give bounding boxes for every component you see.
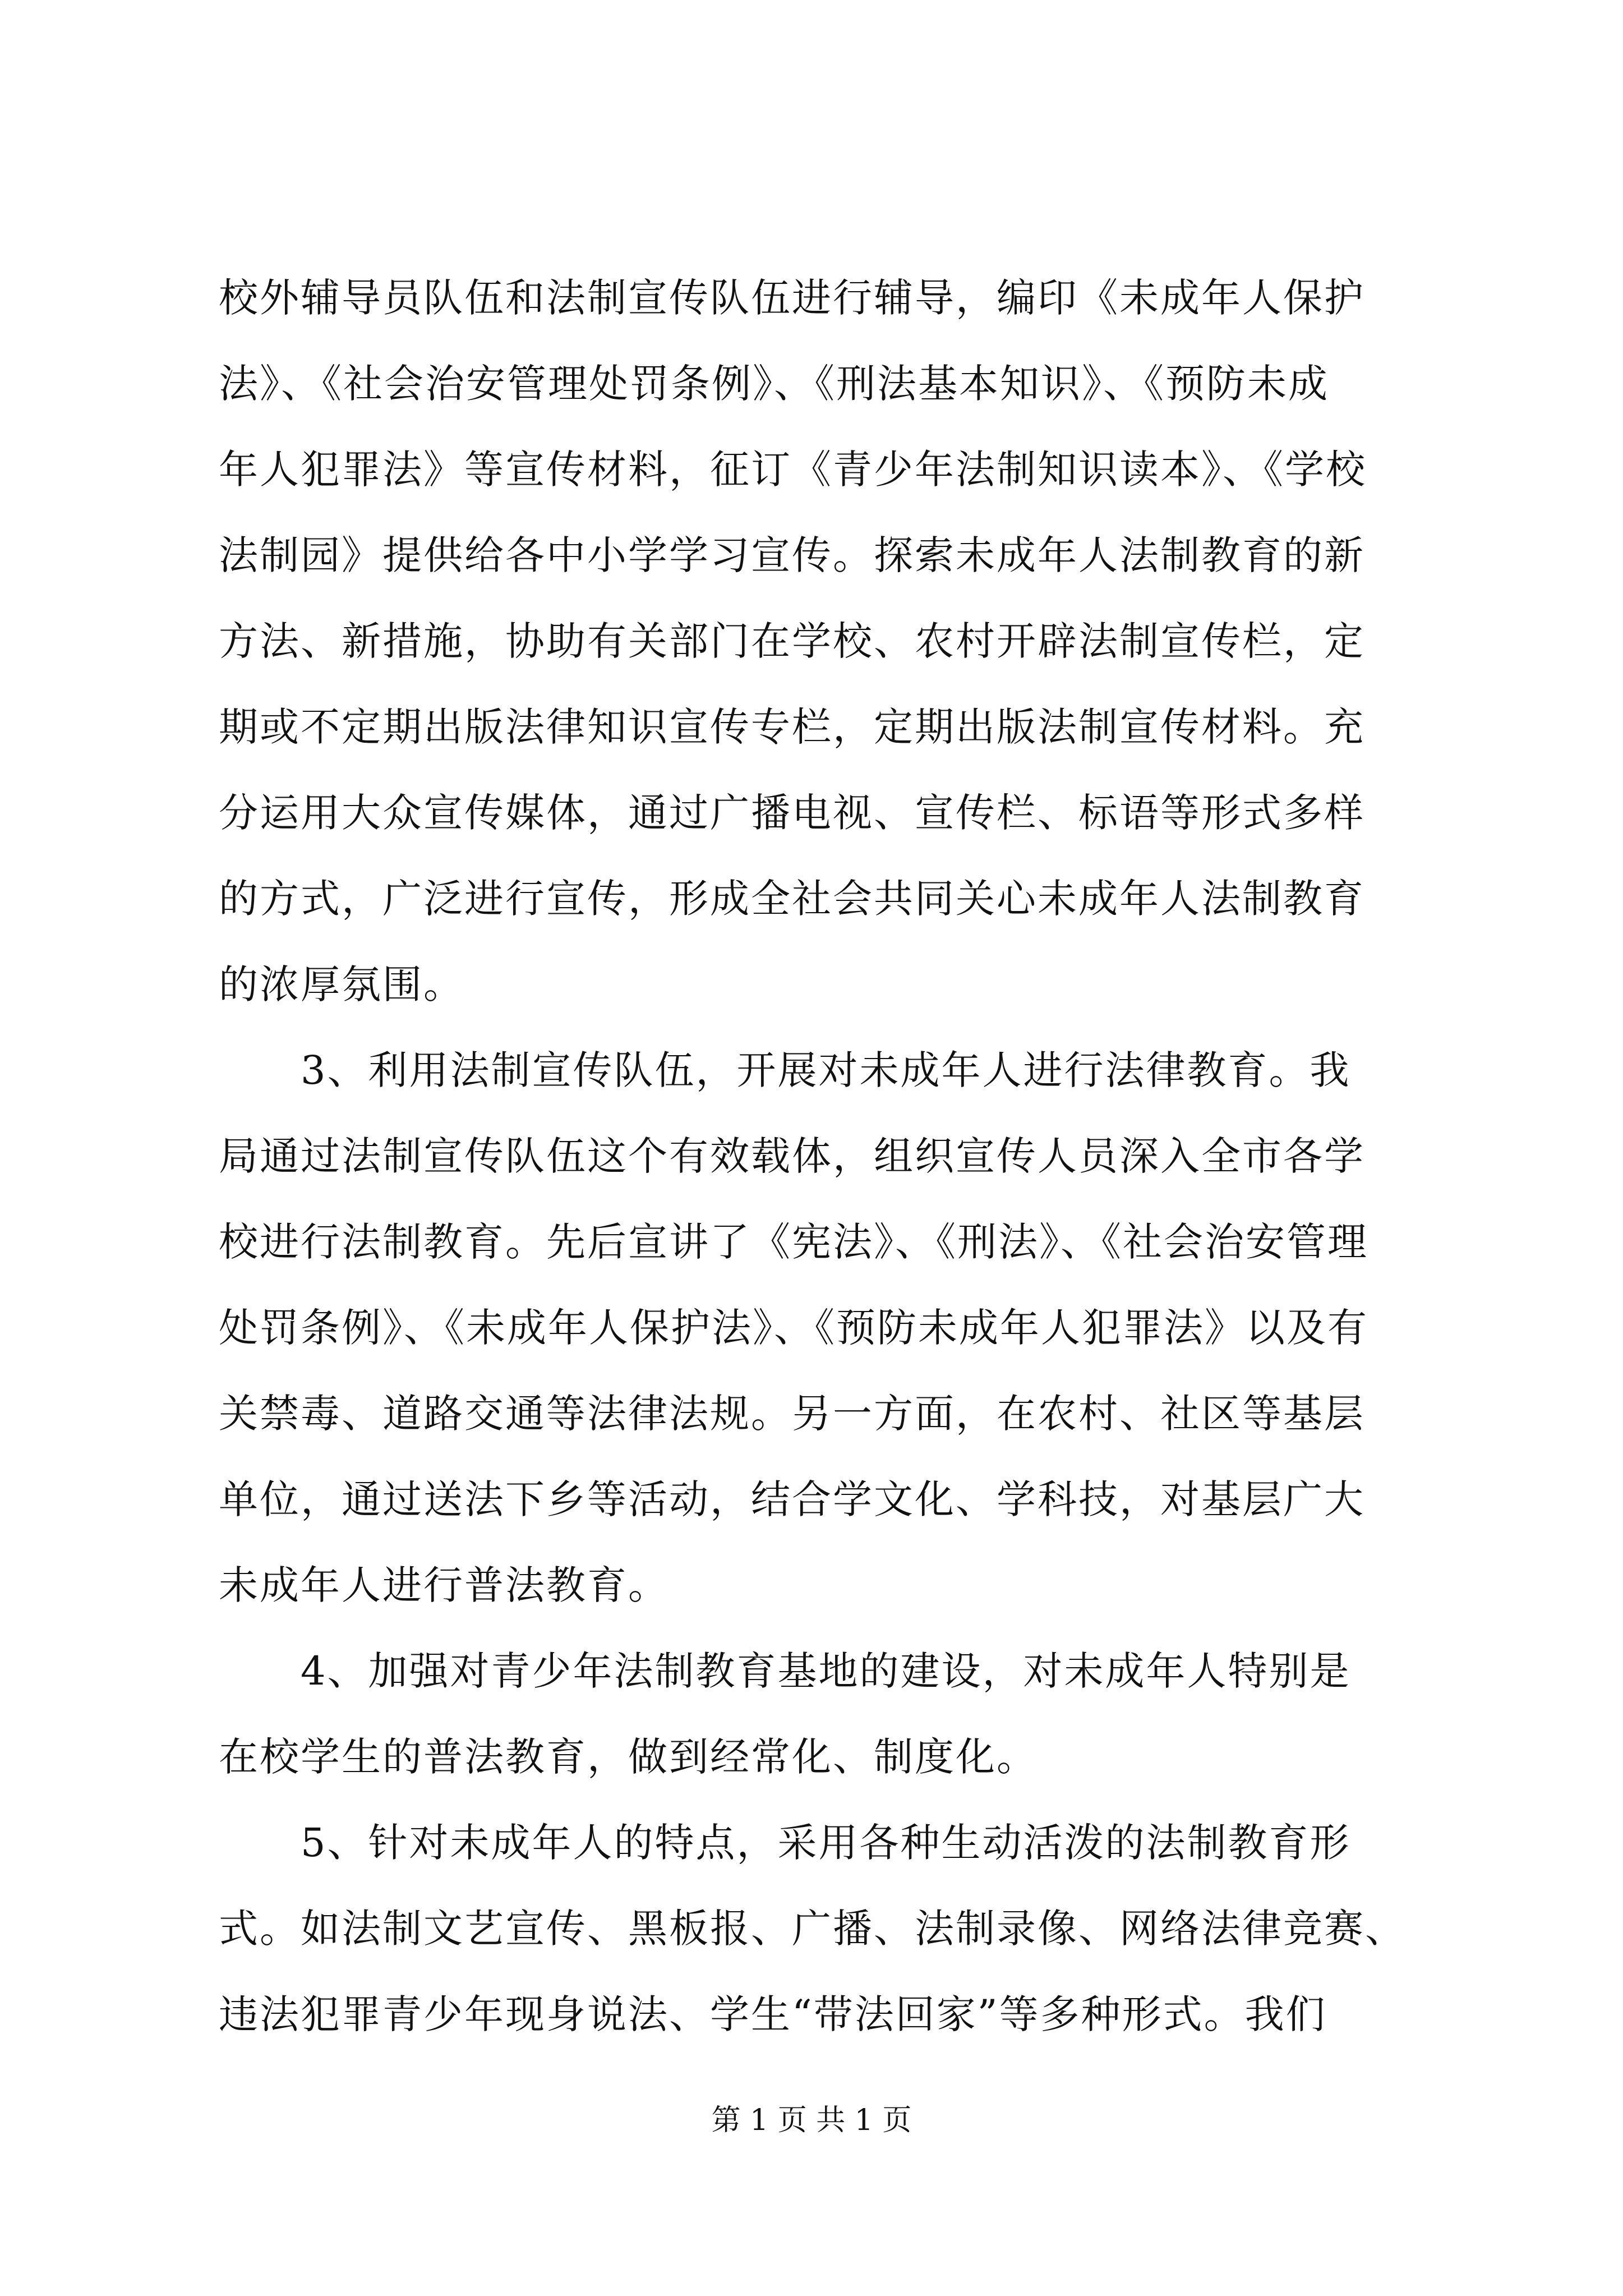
text-line: 校外辅导员队伍和法制宣传队伍进行辅导，编印《未成年人保护 bbox=[219, 275, 1365, 321]
text-line: 单位，通过送法下乡等活动，结合学文化、学科技，对基层广大 bbox=[219, 1476, 1365, 1522]
text-line: 局通过法制宣传队伍这个有效载体，组织宣传人员深入全市各学 bbox=[219, 1133, 1365, 1179]
text-line: 关禁毒、道路交通等法律法规。另一方面，在农村、社区等基层 bbox=[219, 1391, 1365, 1437]
text-line: 未成年人进行普法教育。 bbox=[219, 1562, 669, 1608]
page-footer bbox=[0, 2098, 1623, 2143]
text-line: 法》、《社会治安管理处罚条例》、《刑法基本知识》、《预防未成 bbox=[219, 361, 1329, 407]
page-number-label: 第 1 页 共 1 页 bbox=[711, 2104, 912, 2137]
text-line: 3、利用法制宣传队伍，开展对未成年人进行法律教育。我 bbox=[219, 1047, 1351, 1093]
document-body bbox=[219, 255, 1424, 2058]
text-line: 违法犯罪青少年现身说法、学生“带法回家”等多种形式。我们 bbox=[219, 1991, 1327, 2037]
text-line: 校进行法制教育。先后宣讲了《宪法》、《刑法》、《社会治安管理 bbox=[219, 1219, 1368, 1265]
text-line: 期或不定期出版法律知识宣传专栏，定期出版法制宣传材料。充 bbox=[219, 704, 1365, 750]
text-line: 4、加强对青少年法制教育基地的建设，对未成年人特别是 bbox=[219, 1648, 1351, 1694]
text-line: 在校学生的普法教育，做到经常化、制度化。 bbox=[219, 1734, 1038, 1780]
text-line: 的浓厚氛围。 bbox=[219, 961, 464, 1007]
text-line: 处罚条例》、《未成年人保护法》、《预防未成年人犯罪法》以及有 bbox=[219, 1305, 1368, 1351]
text-line: 式。如法制文艺宣传、黑板报、广播、法制录像、网络法律竞赛、 bbox=[219, 1906, 1406, 1952]
text-line: 的方式，广泛进行宣传，形成全社会共同关心未成年人法制教育 bbox=[219, 876, 1365, 922]
text-line: 方法、新措施，协助有关部门在学校、农村开辟法制宣传栏，定 bbox=[219, 618, 1365, 664]
text-line: 法制园》提供给各中小学学习宣传。探索未成年人法制教育的新 bbox=[219, 532, 1365, 578]
text-line: 分运用大众宣传媒体，通过广播电视、宣传栏、标语等形式多样 bbox=[219, 790, 1365, 836]
text-line: 年人犯罪法》等宣传材料，征订《青少年法制知识读本》、《学校 bbox=[219, 447, 1367, 493]
text-line: 5、针对未成年人的特点，采用各种生动活泼的法制教育形 bbox=[219, 1820, 1351, 1866]
